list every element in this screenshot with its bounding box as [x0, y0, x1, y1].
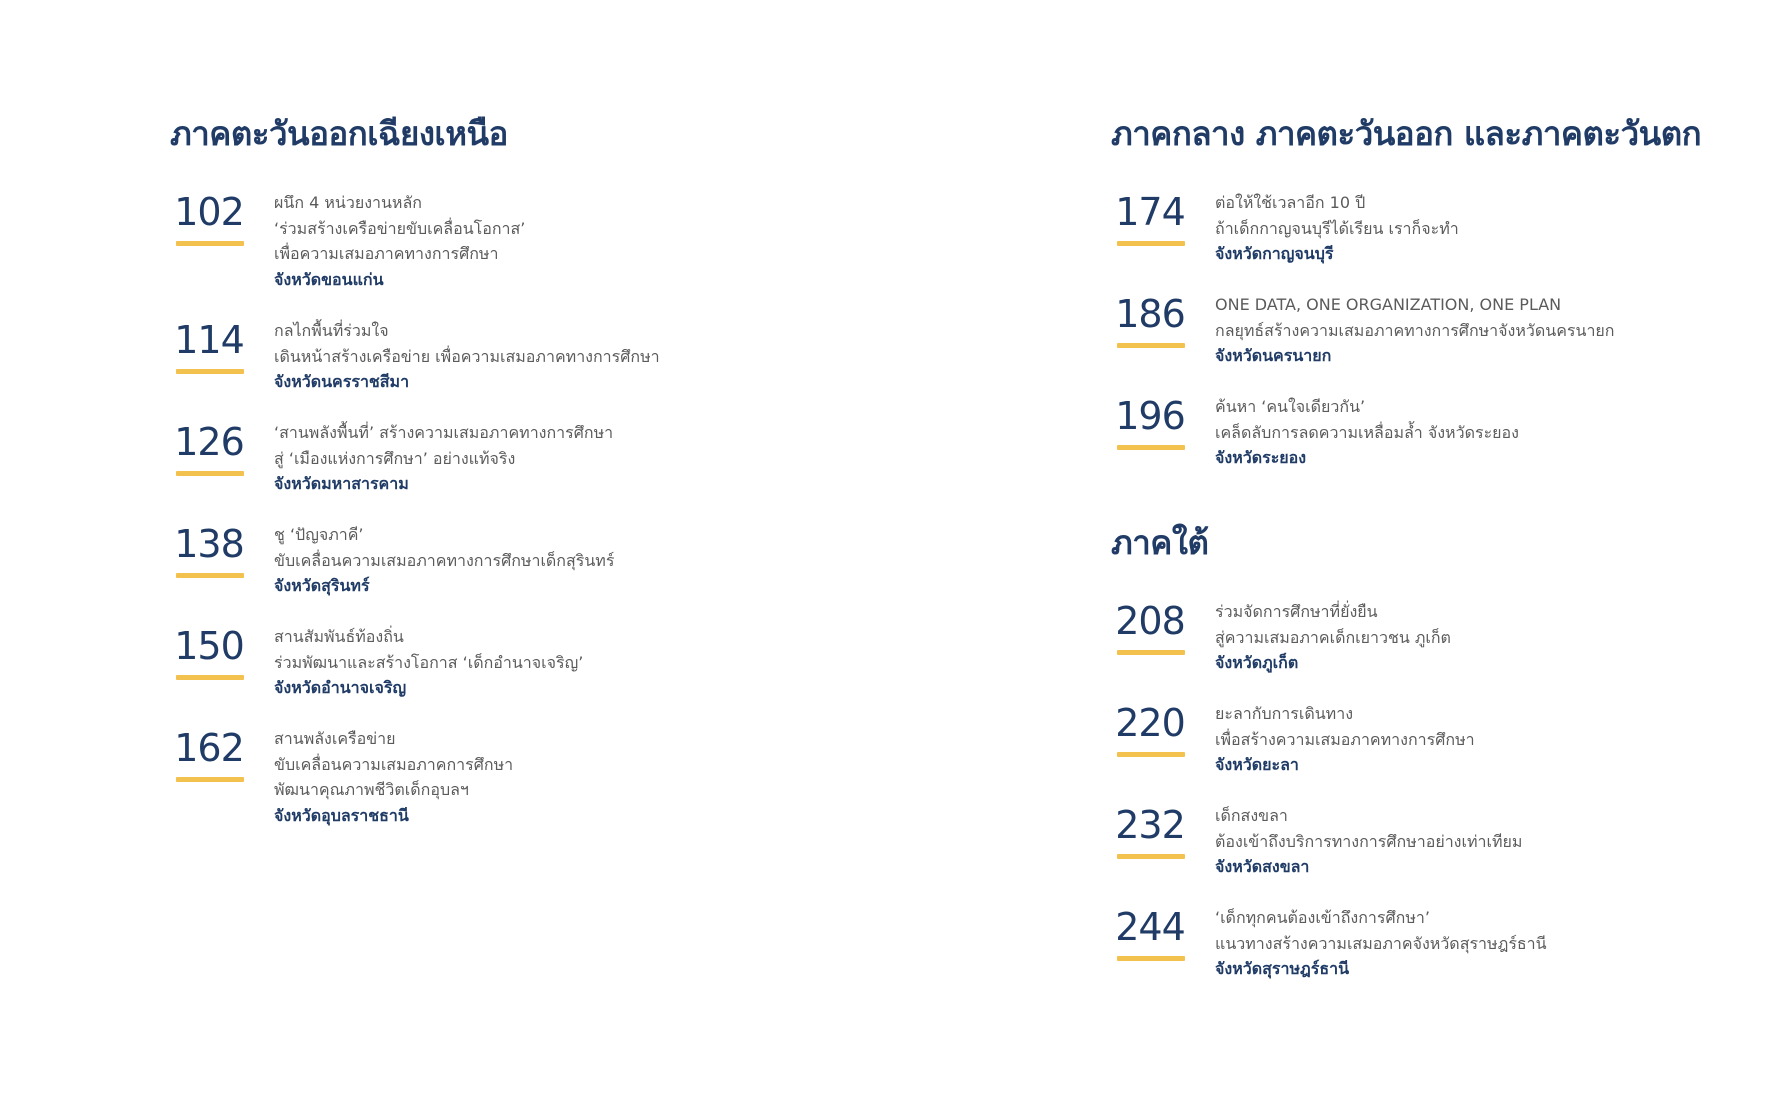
entry-province: จังหวัดยะลา [1215, 755, 1299, 774]
entry-line: กลไกพื้นที่ร่วมใจ [274, 321, 389, 340]
page-underline [1117, 854, 1185, 859]
entry-text [274, 420, 930, 497]
page-underline [1117, 650, 1185, 655]
entry-line: ขับเคลื่อนความเสมอภาคทางการศึกษาเด็กสุรินทร์ [274, 550, 615, 570]
entry-line: สานพลังเครือข่าย [274, 729, 396, 748]
section-title-south: ภาคใต้ [1111, 523, 1209, 562]
entry-line: ONE DATA, ONE ORGANIZATION, ONE PLAN [1215, 295, 1562, 314]
page-number-block [170, 522, 248, 578]
page-underline [176, 675, 244, 680]
entry-province: จังหวัดสุรินทร์ [274, 576, 370, 595]
entry-line: ยะลากับการเดินทาง [1215, 704, 1354, 723]
entry-province: จังหวัดสงขลา [1215, 857, 1310, 876]
page-number: 244 [1115, 905, 1185, 949]
page-number: 126 [174, 420, 244, 464]
page-number-block [170, 190, 248, 246]
entry-line: เพื่อสร้างความเสมอภาคทางการศึกษา [1215, 729, 1475, 749]
entry-line: แนวทางสร้างความเสมอภาคจังหวัดสุราษฎร์ธานี [1215, 933, 1547, 953]
entry-line: ‘สานพลังพื้นที่’ สร้างความเสมอภาคทางการศึกษา [274, 423, 614, 442]
page-number-block [1111, 190, 1189, 246]
entry-line: เดินหน้าสร้างเครือข่าย เพื่อความเสมอภาคทางการศึกษา [274, 346, 660, 366]
page-number: 196 [1115, 394, 1185, 438]
entry-text [274, 190, 930, 292]
entry-line: พัฒนาคุณภาพชีวิตเด็กอุบลฯ [274, 780, 469, 799]
entry-text [1215, 394, 1771, 471]
page-underline [176, 241, 244, 246]
toc-entry[interactable] [170, 726, 930, 825]
entry-line: ขับเคลื่อนความเสมอภาคการศึกษา [274, 754, 514, 774]
page-underline [1117, 241, 1185, 246]
toc-entry[interactable] [1111, 190, 1771, 289]
toc-entry[interactable] [170, 420, 930, 519]
entry-text [1215, 701, 1771, 778]
page-number: 220 [1115, 701, 1185, 745]
page-underline [176, 573, 244, 578]
entry-text [274, 522, 930, 599]
toc-entry[interactable] [170, 190, 930, 289]
entry-province: จังหวัดนครราชสีมา [274, 372, 410, 391]
page-number-block [170, 318, 248, 374]
section-title-northeast: ภาคตะวันออกเฉียงเหนือ [170, 114, 508, 153]
entry-text [274, 318, 930, 395]
page-number: 232 [1115, 803, 1185, 847]
entry-text [1215, 803, 1771, 880]
toc-entry[interactable] [170, 522, 930, 621]
toc-entry[interactable] [1111, 803, 1771, 902]
page-underline [1117, 445, 1185, 450]
entry-line: ‘เด็กทุกคนต้องเข้าถึงการศึกษา’ [1215, 908, 1430, 927]
entry-province: จังหวัดขอนแก่น [274, 269, 384, 289]
entry-province: จังหวัดอำนาจเจริญ [274, 678, 407, 697]
page-number-block [1111, 292, 1189, 348]
entry-line: เด็กสงขลา [1215, 806, 1288, 825]
entry-line: ร่วมจัดการศึกษาที่ยั่งยืน [1215, 602, 1378, 621]
entry-line: ต้องเข้าถึงบริการทางการศึกษาอย่างเท่าเทียม [1215, 831, 1523, 851]
entry-province: จังหวัดกาญจนบุรี [1215, 244, 1334, 263]
entry-text [274, 726, 930, 828]
entry-line: เพื่อความเสมอภาคทางการศึกษา [274, 244, 499, 263]
page-number-block [170, 726, 248, 782]
entry-line: ร่วมพัฒนาและสร้างโอกาส ‘เด็กอำนาจเจริญ’ [274, 652, 584, 672]
page-underline [176, 471, 244, 476]
page-number-block [1111, 394, 1189, 450]
toc-entry[interactable] [1111, 292, 1771, 391]
entry-line: ผนึก 4 หน่วยงานหลัก [274, 193, 422, 212]
entry-text [274, 624, 930, 701]
page-number-block [170, 624, 248, 680]
entry-text [1215, 599, 1771, 676]
page-number-block [1111, 803, 1189, 859]
entry-province: จังหวัดนครนายก [1215, 346, 1332, 365]
page-underline [1117, 752, 1185, 757]
page-number: 102 [174, 190, 244, 234]
page-number: 162 [174, 726, 244, 770]
page-number: 208 [1115, 599, 1185, 643]
entry-line: ต่อให้ใช้เวลาอีก 10 ปี [1215, 193, 1366, 212]
page-underline [176, 369, 244, 374]
entry-province: จังหวัดมหาสารคาม [274, 474, 409, 493]
page-underline [176, 777, 244, 782]
entry-line: กลยุทธ์สร้างความเสมอภาคทางการศึกษาจังหวัดนครนายก [1215, 320, 1615, 340]
page-number-block [1111, 905, 1189, 961]
entry-line: เคล็ดลับการลดความเหลื่อมล้ำ จังหวัดระยอง [1215, 422, 1519, 442]
entry-line: ถ้าเด็กกาญจนบุรีได้เรียน เราก็จะทำ [1215, 218, 1459, 238]
entry-line: สู่ความเสมอภาคเด็กเยาวชน ภูเก็ต [1215, 627, 1451, 647]
entry-province: จังหวัดภูเก็ต [1215, 653, 1299, 672]
section-title-central-east-west: ภาคกลาง ภาคตะวันออก และภาคตะวันตก [1111, 114, 1702, 153]
page-number: 174 [1115, 190, 1185, 234]
page-number-block [170, 420, 248, 476]
entry-province: จังหวัดระยอง [1215, 448, 1307, 467]
page-number: 138 [174, 522, 244, 566]
page-number-block [1111, 701, 1189, 757]
entry-province: จังหวัดสุราษฎร์ธานี [1215, 959, 1350, 978]
entry-line: สานสัมพันธ์ท้องถิ่น [274, 627, 404, 646]
entry-text [1215, 190, 1771, 267]
page-underline [1117, 956, 1185, 961]
toc-entry[interactable] [1111, 905, 1771, 1004]
entry-province: จังหวัดอุบลราชธานี [274, 805, 409, 825]
entry-text [1215, 905, 1771, 982]
entry-line: ค้นหา ‘คนใจเดียวกัน’ [1215, 397, 1366, 416]
toc-entry[interactable] [170, 318, 930, 417]
toc-entry[interactable] [170, 624, 930, 723]
toc-entry[interactable] [1111, 394, 1771, 493]
entry-line: ชู ‘ปัญจภาคี’ [274, 525, 364, 544]
toc-entry[interactable] [1111, 701, 1771, 800]
entry-line: ‘ร่วมสร้างเครือข่ายขับเคลื่อนโอกาส’ [274, 218, 526, 238]
page-number-block [1111, 599, 1189, 655]
page-number: 114 [174, 318, 244, 362]
toc-entry[interactable] [1111, 599, 1771, 698]
page-number: 150 [174, 624, 244, 668]
entry-text [1215, 292, 1771, 369]
page-number: 186 [1115, 292, 1185, 336]
page-underline [1117, 343, 1185, 348]
entry-line: สู่ ‘เมืองแห่งการศึกษา’ อย่างแท้จริง [274, 448, 516, 468]
